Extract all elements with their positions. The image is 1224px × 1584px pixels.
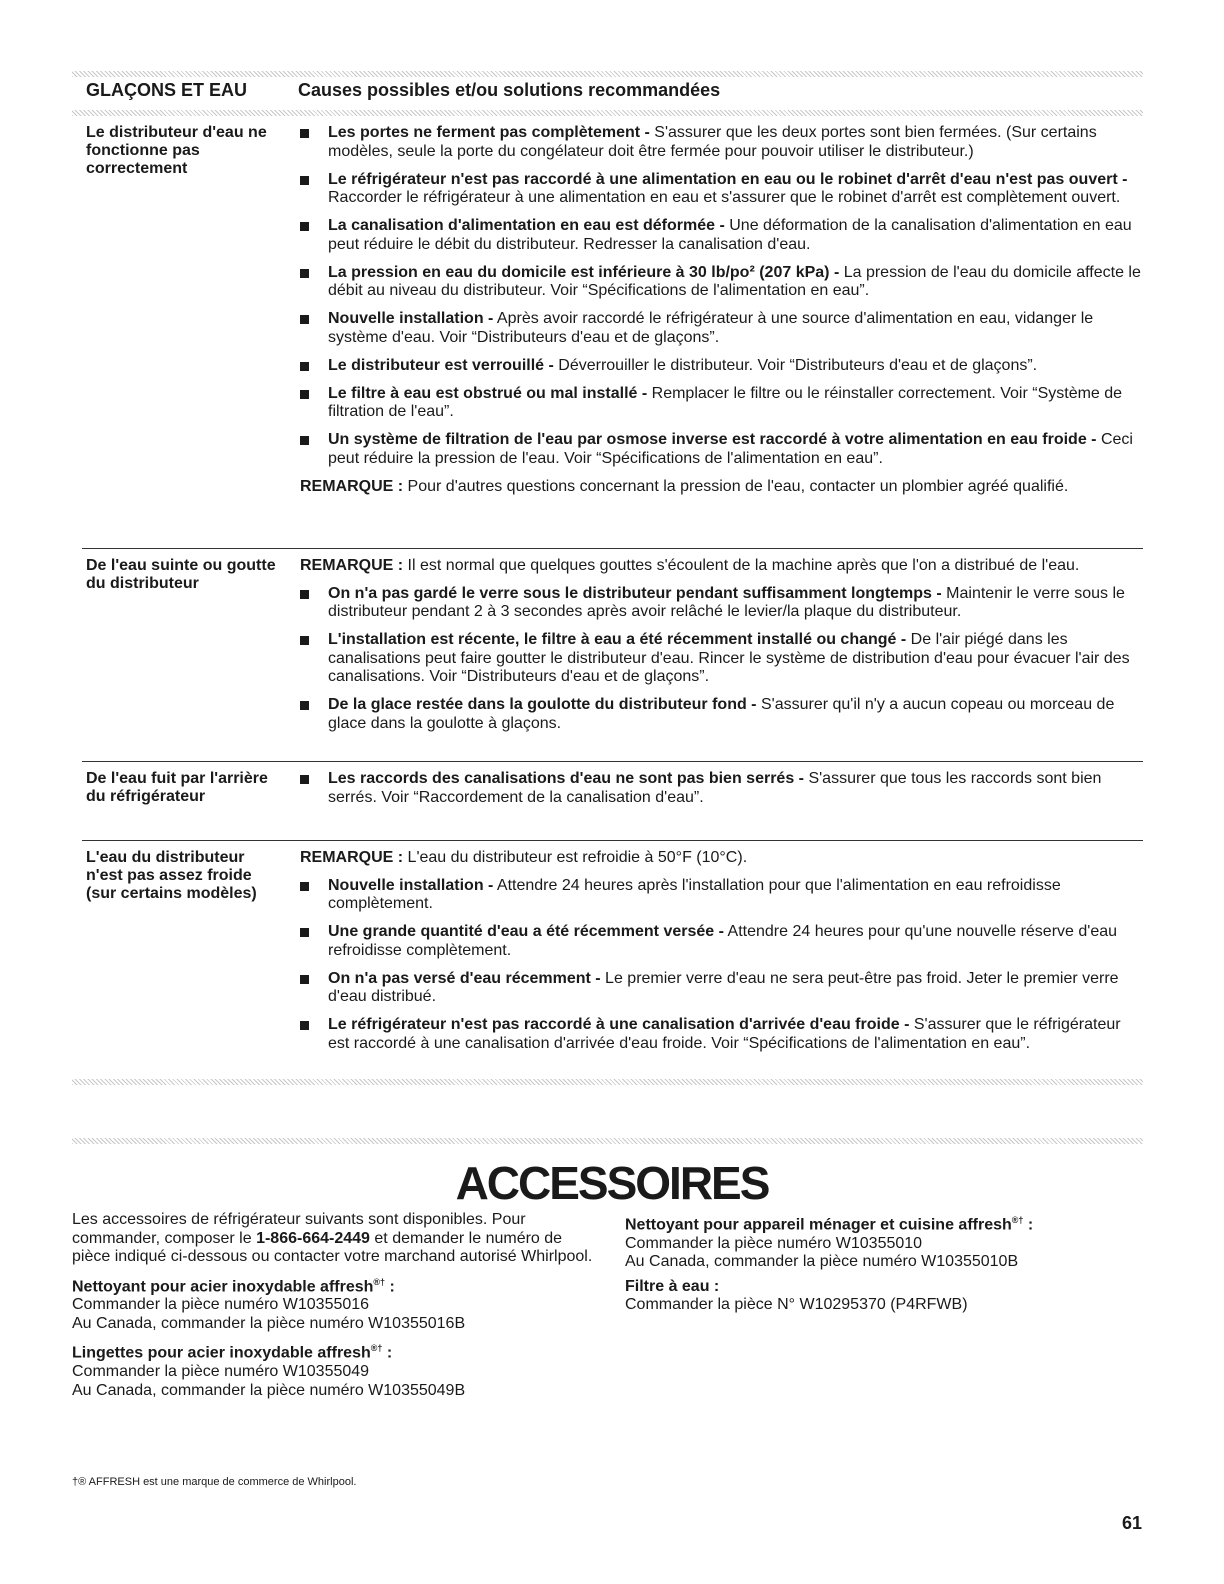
list-item: On n'a pas gardé le verre sous le distributeur pendant suffisamment longtemps - Maintenir le verre sous le distributeur pendant 2 à 3 secondes après avoir relâché le levier/la plaque du distributeur.	[300, 585, 1145, 622]
row-divider	[82, 761, 1143, 762]
table-bottom-hatch-rule	[72, 1079, 1143, 1085]
list-item: Nouvelle installation - Attendre 24 heures après l'installation pour que l'alimentation en eau refroidisse complètement.	[300, 877, 1145, 914]
causes-cell	[300, 849, 1145, 1063]
accessory-line: Commander la pièce numéro W10355016	[72, 1296, 370, 1314]
accessory-line: Au Canada, commander la pièce numéro W10355010B	[625, 1253, 1019, 1271]
bullet-icon	[300, 315, 309, 324]
accessory-line: Au Canada, commander la pièce numéro W10355016B	[72, 1314, 466, 1332]
note: REMARQUE : Pour d'autres questions concernant la pression de l'eau, contacter un plombier agréé qualifié.	[300, 477, 1069, 495]
list-item: Nouvelle installation - Après avoir raccordé le réfrigérateur à une source d'alimentation en eau, vidanger le système d'eau. Voir “Distributeurs d'eau et de glaçons”.	[300, 310, 1145, 347]
table-header-causes: Causes possibles et/ou solutions recommandées	[298, 80, 721, 100]
bullet-icon	[300, 928, 309, 937]
top-hatch-rule	[72, 71, 1143, 77]
accessory-heading: Filtre à eau :	[625, 1277, 720, 1295]
page-number: 61	[1121, 1513, 1142, 1533]
bullet-icon	[300, 222, 309, 231]
table-row	[82, 124, 1143, 544]
list-item: L'installation est récente, le filtre à eau a été récemment installé ou changé - De l'air piégé dans les canalisations peut faire goutter le distributeur d'eau. Rincer le système de distribution d'eau pour évacuer l'air des canalisations. Voir “Distributeurs d'eau et de glaçons”.	[300, 631, 1145, 687]
bullet-icon	[300, 975, 309, 984]
accessory-heading: Lingettes pour acier inoxydable affresh®† :	[72, 1343, 393, 1362]
phone-number: 1-866-664-2449	[256, 1229, 370, 1247]
list-item: Le réfrigérateur n'est pas raccordé à une alimentation en eau ou le robinet d'arrêt d'eau n'est pas ouvert - Raccorder le réfrigérateur à une alimentation en eau et s'assurer que le robinet d'arrêt est complètement ouvert.	[300, 171, 1145, 208]
accessory-line: Commander la pièce numéro W10355049	[72, 1363, 370, 1381]
footnote: †® AFFRESH est une marque de commerce de Whirlpool.	[72, 1476, 357, 1488]
accessories-left-column	[72, 1211, 602, 1406]
header-hatch-rule	[72, 110, 1143, 116]
bullet-icon	[300, 269, 309, 278]
bullet-icon	[300, 176, 309, 185]
problem-label: De l'eau suinte ou goutte du distributeur	[86, 557, 276, 592]
list-item: Le réfrigérateur n'est pas raccordé à une canalisation d'arrivée d'eau froide - S'assurer que le réfrigérateur est raccordé à une canalisation d'arrivée d'eau froide. Voir “Spécifications de l'alimentation en eau”.	[300, 1016, 1145, 1053]
list-item: De la glace restée dans la goulotte du distributeur fond - S'assurer qu'il n'y a aucun copeau ou morceau de glace dans la goulotte à glaçons.	[300, 696, 1145, 733]
accessories-right-column	[625, 1211, 1145, 1321]
problem-label: De l'eau fuit par l'arrière du réfrigérateur	[86, 770, 268, 805]
bullet-icon	[300, 775, 309, 784]
list-item: La canalisation d'alimentation en eau est déformée - Une déformation de la canalisation d'alimentation en eau peut réduire le débit du distributeur. Redresser la canalisation d'eau.	[300, 217, 1145, 254]
accessories-intro: Les accessoires de réfrigérateur suivants sont disponibles. Pour commander, composer le 1-866-664-2449 et demander le numéro de pièce indiqué ci-dessous ou contacter votre marchand autorisé Whirlpool.	[72, 1211, 593, 1265]
bullet-icon	[300, 636, 309, 645]
list-item: Le filtre à eau est obstrué ou mal installé - Remplacer le filtre ou le réinstaller correctement. Voir “Système de filtration de l'eau”.	[300, 385, 1145, 422]
causes-cell	[300, 557, 1145, 743]
list-item: Les portes ne ferment pas complètement - S'assurer que les deux portes sont bien fermées. (Sur certains modèles, seule la porte du congélateur doit être fermée pour pouvoir utiliser le distributeur.)	[300, 124, 1145, 161]
accessory-line: Commander la pièce numéro W10355010	[625, 1234, 923, 1252]
accessory-item	[625, 1278, 1145, 1315]
table-header-problem: GLAÇONS ET EAU	[86, 80, 248, 100]
bullet-icon	[300, 129, 309, 138]
list-item: La pression en eau du domicile est inférieure à 30 lb/po² (207 kPa) - La pression de l'eau du domicile affecte le débit au niveau du distributeur. Voir “Spécifications de l'alimentation en eau”.	[300, 264, 1145, 301]
problem-label: Le distributeur d'eau ne fonctionne pas correctement	[86, 124, 267, 177]
accessory-line: Commander la pièce N° W10295370 (P4RFWB)	[625, 1296, 968, 1314]
list-item: Un système de filtration de l'eau par osmose inverse est raccordé à votre alimentation en eau froide - Ceci peut réduire la pression de l'eau. Voir “Spécifications de l'alimentation en eau”.	[300, 431, 1145, 468]
bullet-icon	[300, 390, 309, 399]
bullet-icon	[300, 436, 309, 445]
accessory-heading: Nettoyant pour acier inoxydable affresh®† :	[72, 1276, 395, 1295]
accessories-title: ACCESSOIRES	[455, 1157, 769, 1209]
causes-cell	[300, 124, 1145, 505]
table-row	[82, 557, 1143, 752]
list-item: Le distributeur est verrouillé - Déverrouiller le distributeur. Voir “Distributeurs d'eau et de glaçons”.	[300, 357, 1145, 376]
accessory-item	[72, 1273, 602, 1334]
bullet-icon	[300, 1021, 309, 1030]
accessory-item	[625, 1211, 1145, 1272]
causes-cell	[300, 770, 1145, 817]
list-item: On n'a pas versé d'eau récemment - Le premier verre d'eau ne sera peut-être pas froid. Jeter le premier verre d'eau distribué.	[300, 970, 1145, 1007]
accessory-line: Au Canada, commander la pièce numéro W10355049B	[72, 1381, 466, 1399]
accessory-item	[72, 1339, 602, 1400]
row-divider	[82, 840, 1143, 841]
bullet-icon	[300, 362, 309, 371]
row-divider	[82, 548, 1143, 549]
table-row	[82, 849, 1143, 1074]
bullet-icon	[300, 701, 309, 710]
bullet-icon	[300, 590, 309, 599]
accessories-hatch-rule	[72, 1138, 1143, 1144]
list-item: Une grande quantité d'eau a été récemment versée - Attendre 24 heures pour qu'une nouvelle réserve d'eau refroidisse complètement.	[300, 923, 1145, 960]
accessory-heading: Nettoyant pour appareil ménager et cuisine affresh®† :	[625, 1215, 1034, 1234]
note: REMARQUE : L'eau du distributeur est refroidie à 50°F (10°C).	[300, 849, 748, 866]
list-item: Les raccords des canalisations d'eau ne sont pas bien serrés - S'assurer que tous les raccords sont bien serrés. Voir “Raccordement de la canalisation d'eau”.	[300, 770, 1145, 807]
problem-label: L'eau du distributeur n'est pas assez froide (sur certains modèles)	[86, 849, 257, 902]
note: REMARQUE : Il est normal que quelques gouttes s'écoulent de la machine après que l'on a distribué de l'eau.	[300, 557, 1080, 574]
bullet-icon	[300, 882, 309, 891]
table-header	[82, 80, 1142, 104]
table-row	[82, 770, 1143, 840]
